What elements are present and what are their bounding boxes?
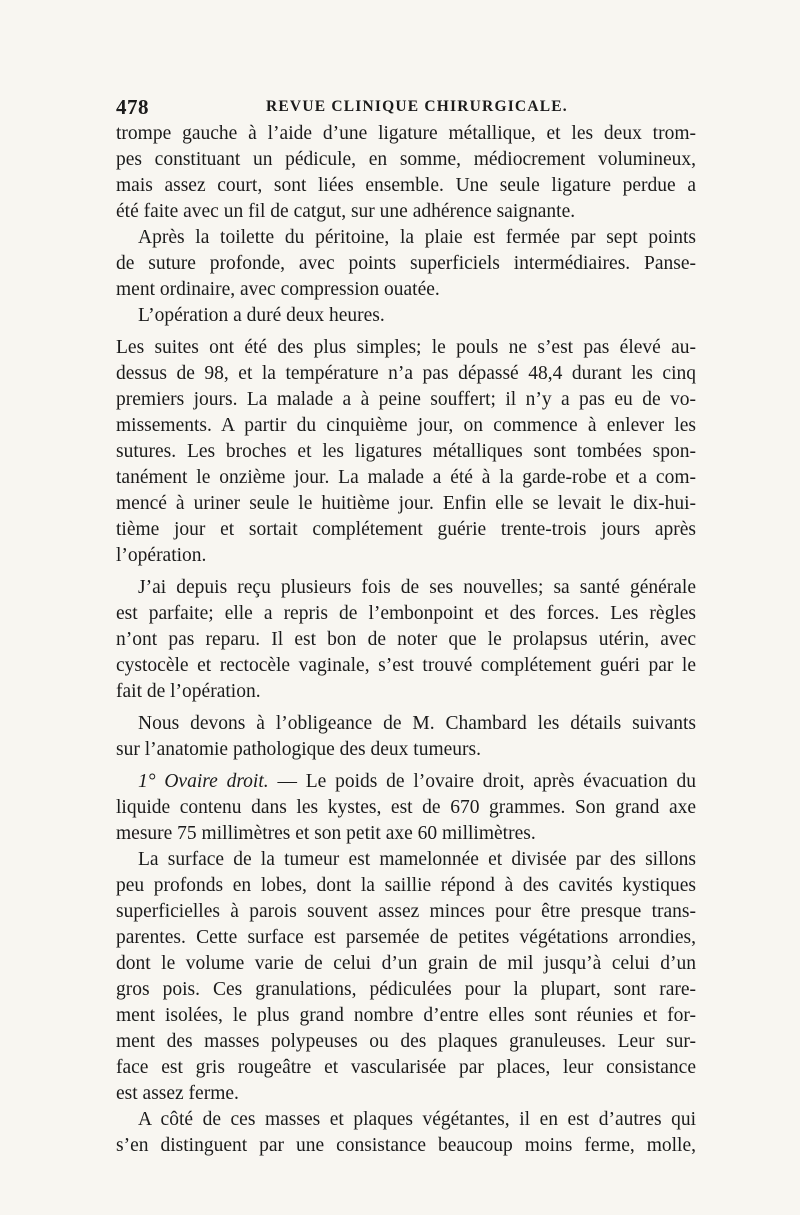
text-line: J’ai depuis reçu plusieurs fois de ses nouvelles; sa santé générale (138, 577, 696, 598)
text-line (116, 769, 696, 795)
text-line: l’opération. (116, 545, 207, 566)
section-heading: 1° Ovaire droit. (138, 771, 269, 792)
text-line: gros pois. Ces granulations, pédiculées pour la plupart, sont rare- (116, 979, 696, 1000)
running-title: REVUE CLINIQUE CHIRURGICALE. (266, 98, 568, 115)
text-line: mencé à uriner seule le huitième jour. Enfin elle se levait le dix-hui- (116, 493, 696, 514)
text-line: missements. A partir du cinquième jour, on commence à enlever les (116, 415, 696, 436)
page-number: 478 (116, 95, 149, 119)
text-line: dessus de 98, et la température n’a pas dépassé 48,4 durant les cinq (116, 363, 696, 384)
text-line: liquide contenu dans les kystes, est de 670 grammes. Son grand axe (116, 797, 696, 818)
text-line: Nous devons à l’obligeance de M. Chambard les détails suivants (138, 713, 696, 734)
text-line: tanément le onzième jour. La malade a été à la garde-robe et a com- (116, 467, 696, 488)
text-line: cystocèle et rectocèle vaginale, s’est trouvé complétement guéri par le (116, 655, 696, 676)
text-line: s’en distinguent par une consistance beaucoup moins ferme, molle, (116, 1135, 696, 1156)
text-line: de suture profonde, avec points superficiels intermédiaires. Panse- (116, 253, 696, 274)
text-line: dont le volume varie de celui d’un grain de mil jusqu’à celui d’un (116, 953, 696, 974)
text-line: L’opération a duré deux heures. (138, 305, 385, 326)
body-text (116, 121, 696, 1159)
text-line: sur l’anatomie pathologique des deux tumeurs. (116, 739, 481, 760)
text-line: La surface de la tumeur est mamelonnée et divisée par des sillons (138, 849, 696, 870)
text-line: fait de l’opération. (116, 681, 261, 702)
text-line: premiers jours. La malade a à peine souffert; il n’y a pas eu de vo- (116, 389, 696, 410)
text-line: parentes. Cette surface est parsemée de petites végétations arrondies, (116, 927, 696, 948)
text-line: peu profonds en lobes, dont la saillie répond à des cavités kystiques (116, 875, 696, 896)
section-heading-continuation: — Le poids de l’ovaire droit, après évacuation du (277, 771, 696, 792)
text-line: ment des masses polypeuses ou des plaques granuleuses. Leur sur- (116, 1031, 696, 1052)
text-line: A côté de ces masses et plaques végétantes, il en est d’autres qui (138, 1109, 696, 1130)
text-line: mais assez court, sont liées ensemble. Une seule ligature perdue a (116, 175, 696, 196)
text-line: ment isolées, le plus grand nombre d’entre elles sont réunies et for- (116, 1005, 696, 1026)
text-line: n’ont pas reparu. Il est bon de noter que le prolapsus utérin, avec (116, 629, 696, 650)
text-line: est assez ferme. (116, 1083, 239, 1104)
text-line: ment ordinaire, avec compression ouatée. (116, 279, 440, 300)
text-line: Les suites ont été des plus simples; le pouls ne s’est pas élevé au- (116, 337, 696, 358)
text-line: pes constituant un pédicule, en somme, médiocrement volumineux, (116, 149, 696, 170)
text-line: tième jour et sortait complétement guérie trente-trois jours après (116, 519, 696, 540)
text-line: mesure 75 millimètres et son petit axe 60 millimètres. (116, 823, 536, 844)
text-line: été faite avec un fil de catgut, sur une adhérence saignante. (116, 201, 576, 222)
page-header (116, 95, 700, 121)
text-line: face est gris rougeâtre et vascularisée par places, leur consistance (116, 1057, 696, 1078)
text-line: est parfaite; elle a repris de l’embonpoint et des forces. Les règles (116, 603, 696, 624)
text-line: superficielles à parois souvent assez minces pour être presque trans- (116, 901, 696, 922)
text-line: trompe gauche à l’aide d’une ligature métallique, et les deux trom- (116, 123, 696, 144)
text-line: Après la toilette du péritoine, la plaie est fermée par sept points (138, 227, 696, 248)
text-line: sutures. Les broches et les ligatures métalliques sont tombées spon- (116, 441, 696, 462)
